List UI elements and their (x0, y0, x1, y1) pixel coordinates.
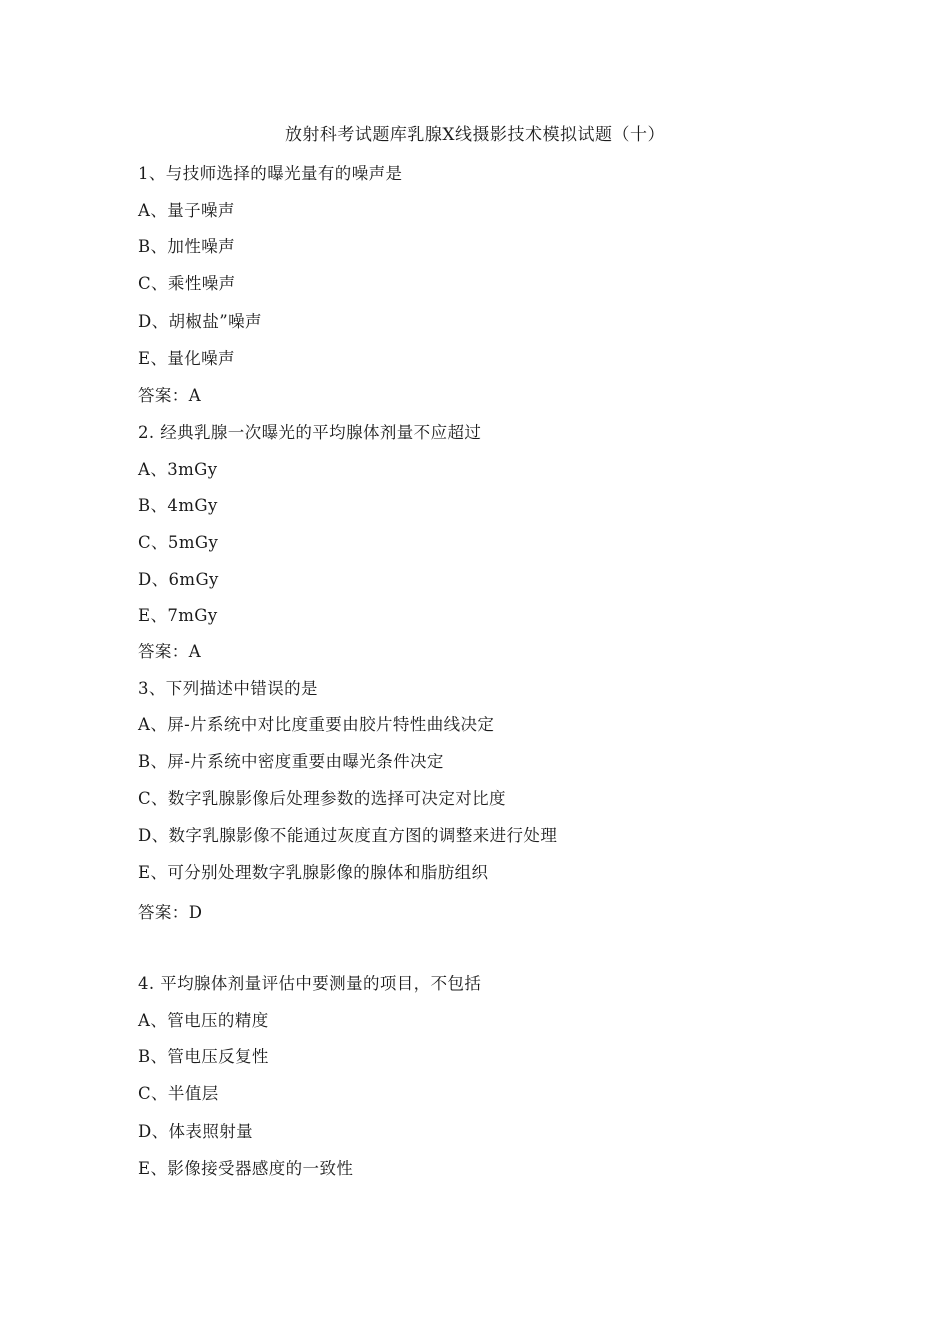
question-3-answer: 答案：D (138, 903, 203, 922)
question-4-option-b: B、管电压反复性 (138, 1047, 269, 1066)
question-4-option-a: A、管电压的精度 (138, 1011, 269, 1030)
question-2-option-b: B、4mGy (138, 496, 218, 515)
question-1-option-b: B、加性噪声 (138, 237, 236, 256)
question-2-answer: 答案：A (138, 642, 202, 661)
question-2-option-e: E、7mGy (138, 606, 218, 625)
question-4-option-e: E、影像接受器感度的一致性 (138, 1159, 354, 1178)
question-2-option-d: D、6mGy (138, 570, 219, 589)
question-3-option-b: B、屏-片系统中密度重要由曝光条件决定 (138, 752, 444, 771)
question-2-option-c: C、5mGy (138, 533, 219, 552)
question-1-option-a: A、量子噪声 (138, 201, 235, 220)
question-3-option-d: D、数字乳腺影像不能通过灰度直方图的调整来进行处理 (138, 826, 558, 845)
question-4-option-c: C、半值层 (138, 1084, 219, 1103)
question-1-option-d: D、胡椒盐”噪声 (138, 312, 262, 331)
question-3-option-e: E、可分别处理数字乳腺影像的腺体和脂肪组织 (138, 863, 489, 882)
question-4-option-d: D、体表照射量 (138, 1122, 254, 1141)
question-3-stem: 3、下列描述中错误的是 (138, 679, 318, 698)
question-3-option-a: A、屏-片系统中对比度重要由胶片特性曲线决定 (138, 715, 495, 734)
question-2-stem: 2. 经典乳腺一次曝光的平均腺体剂量不应超过 (138, 423, 482, 442)
question-1-stem: 1、与技师选择的曝光量有的噪声是 (138, 164, 403, 183)
question-4-stem: 4. 平均腺体剂量评估中要测量的项目，不包括 (138, 974, 482, 993)
question-3-option-c: C、数字乳腺影像后处理参数的选择可决定对比度 (138, 789, 506, 808)
question-1-answer: 答案：A (138, 386, 202, 405)
question-2-option-a: A、3mGy (138, 460, 218, 479)
question-1-option-c: C、乘性噪声 (138, 274, 236, 293)
question-1-option-e: E、量化噪声 (138, 349, 235, 368)
document-title: 放射科考试题库乳腺X线摄影技术模拟试题（十） (284, 125, 666, 145)
